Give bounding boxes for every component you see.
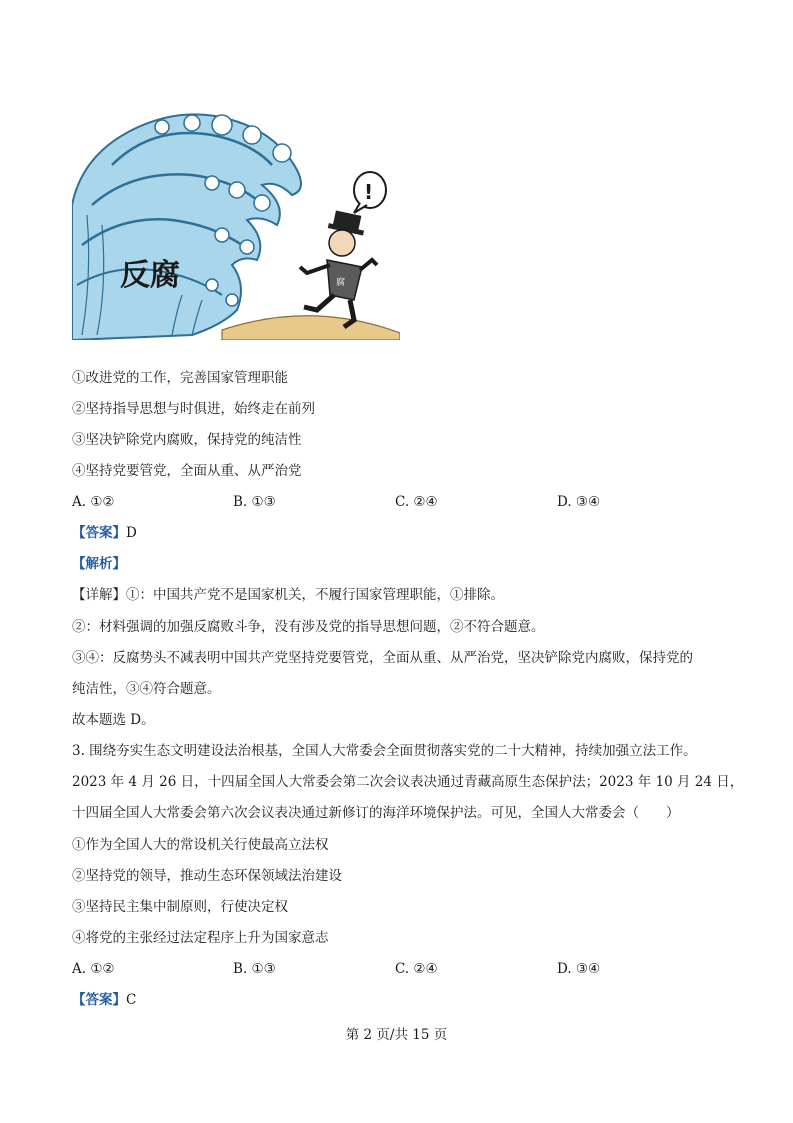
q3-option-b: B. ①③ [233, 961, 276, 977]
q2-statement-4: ④坚持党要管党，全面从重、从严治党 [72, 463, 302, 479]
q3-stem-1: 3. 围绕夯实生态文明建设法治根基，全国人大常委会全面贯彻落实党的二十大精神，持续加强立法工作。 [72, 743, 697, 759]
q3-options [72, 960, 732, 978]
q2-statement-2: ②坚持指导思想与时俱进，始终走在前列 [72, 401, 315, 417]
q2-detail-4: 纯洁性，③④符合题意。 [72, 681, 221, 697]
exclamation-icon: ! [364, 180, 374, 204]
analysis-tag: 【解析】 [72, 556, 126, 572]
q3-stem-2: 2023 年 4 月 26 日，十四届全国人大常委会第二次会议表决通过青藏高原生态保护法；2023 年 10 月 24 日， [72, 774, 744, 790]
q2-options [72, 493, 732, 511]
page-footer: 第 2 页/共 15 页 [345, 1027, 448, 1043]
q3-statement-2: ②坚持党的领导，推动生态环保领域法治建设 [72, 868, 342, 884]
answer-value: C [126, 992, 137, 1008]
anti-corruption-cartoon [72, 95, 400, 340]
q2-conclusion: 故本题选 D。 [72, 712, 155, 728]
q3-statement-4: ④将党的主张经过法定程序上升为国家意志 [72, 930, 329, 946]
q3-statement-1: ①作为全国人大的常设机关行使最高立法权 [72, 837, 329, 853]
q3-option-a: A. ①② [72, 961, 115, 977]
q2-statement-3: ③坚决铲除党内腐败，保持党的纯洁性 [72, 432, 302, 448]
q2-option-d: D. ③④ [557, 494, 601, 510]
q2-detail-2: ②：材料强调的加强反腐败斗争，没有涉及党的指导思想问题，②不符合题意。 [72, 619, 545, 635]
answer-tag: 【答案】 [72, 992, 126, 1008]
q2-option-c: C. ②④ [395, 494, 438, 510]
q2-statement-1: ①改进党的工作，完善国家管理职能 [72, 370, 288, 386]
q2-detail-1 [72, 586, 504, 604]
figure-label: 腐 [336, 278, 346, 288]
corrupt-official-figure [300, 210, 377, 327]
q2-answer [72, 524, 137, 542]
q2-analysis-heading [72, 555, 126, 573]
q2-option-b: B. ①③ [233, 494, 276, 510]
q3-option-d: D. ③④ [557, 961, 601, 977]
q2-option-a: A. ①② [72, 494, 115, 510]
q3-stem-3: 十四届全国人大常委会第六次会议表决通过新修订的海洋环境保护法。可见，全国人大常委会（ ） [72, 805, 680, 821]
answer-tag: 【答案】 [72, 525, 126, 541]
answer-value: D [126, 525, 137, 541]
detail-text-1: ①：中国共产党不是国家机关，不履行国家管理职能，①排除。 [126, 587, 504, 603]
q3-statement-3: ③坚持民主集中制原则，行使决定权 [72, 899, 288, 915]
q3-option-c: C. ②④ [395, 961, 438, 977]
cartoon-caption: 反腐 [120, 258, 180, 293]
detail-tag: 【详解】 [72, 587, 126, 603]
q3-answer [72, 991, 136, 1009]
q2-detail-3: ③④：反腐势头不减表明中国共产党坚持党要管党，全面从重、从严治党，坚决铲除党内腐败，保持党的 [72, 650, 693, 666]
